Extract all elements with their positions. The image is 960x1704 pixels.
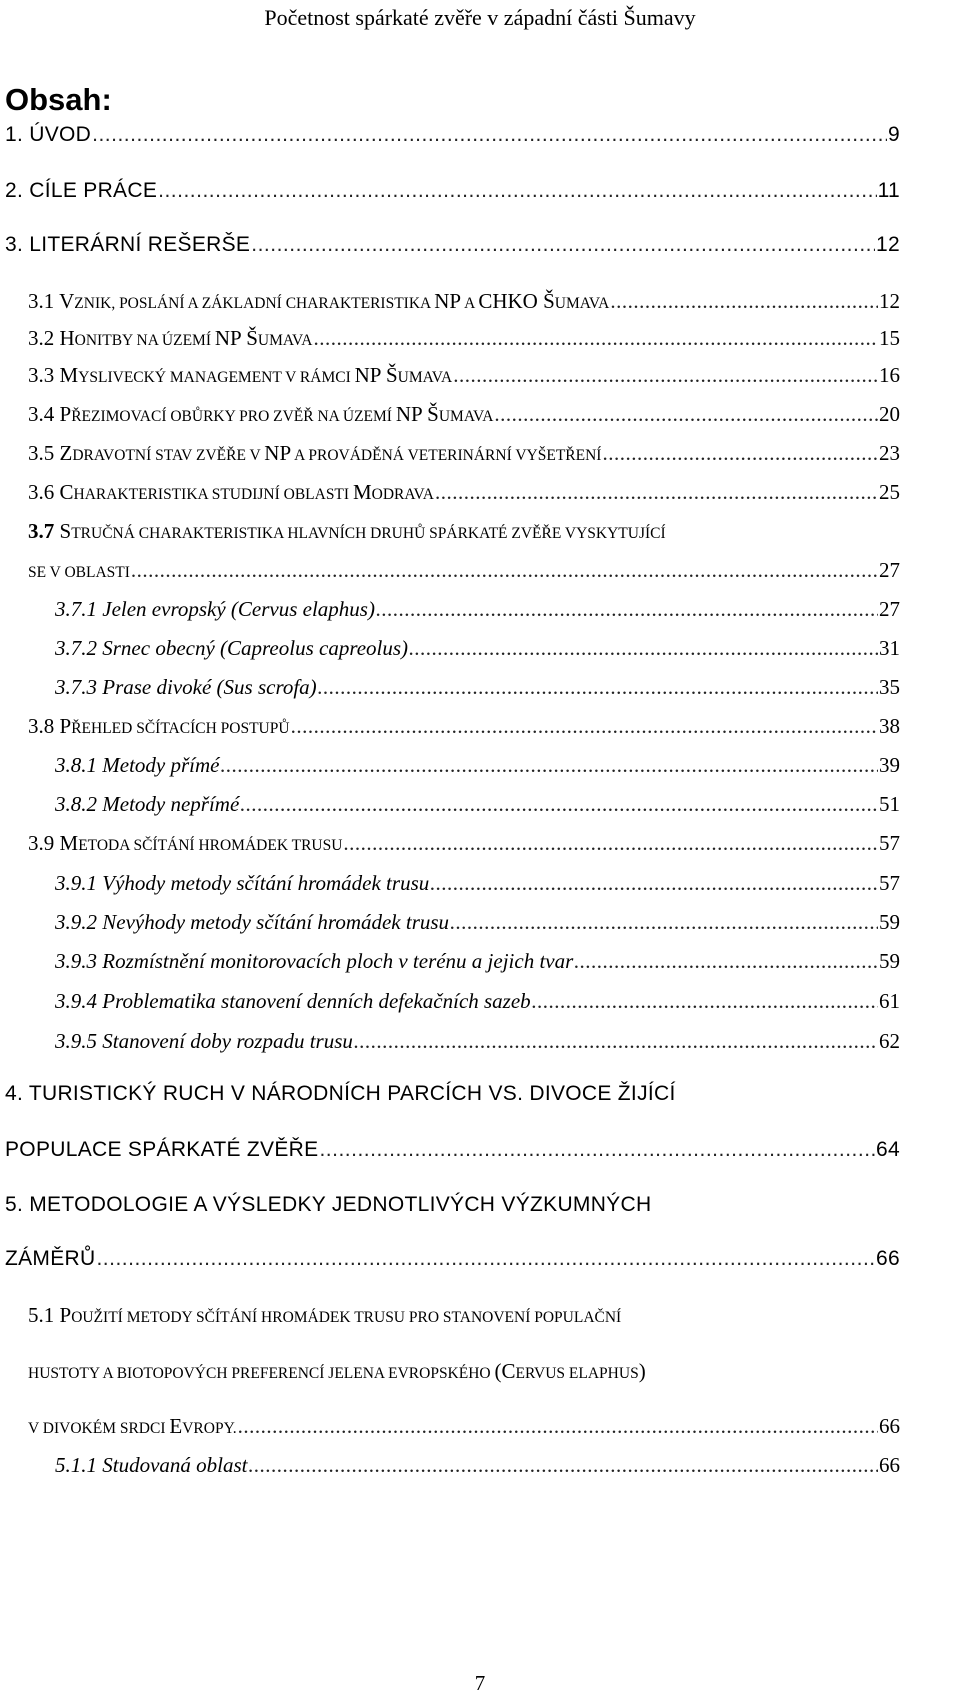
toc-dot-leader bbox=[354, 1029, 878, 1054]
toc-page-number: 31 bbox=[879, 636, 900, 660]
section-number: 3.1 bbox=[28, 289, 60, 313]
toc-entry-text bbox=[28, 289, 609, 314]
toc-page-number: 25 bbox=[879, 480, 900, 504]
toc-entry-text: 3.7.1 Jelen evropský (Cervus elaphus) bbox=[55, 597, 375, 621]
toc-entry-3-9-2[interactable] bbox=[55, 910, 900, 940]
text-part: ŘEHLED SČÍTACÍCH POSTUPŮ bbox=[71, 720, 290, 737]
text-part: UMAVA bbox=[438, 408, 494, 425]
text-part: DRAVOTNÍ STAV ZVĚŘE V bbox=[72, 447, 265, 464]
toc-entry-text bbox=[28, 714, 290, 739]
toc-dot-leader bbox=[450, 910, 878, 935]
toc-entry-text: 3.9.4 Problematika stanovení denních defekačních sazeb bbox=[55, 989, 531, 1013]
toc-dot-leader bbox=[343, 831, 878, 856]
toc-entry-text: 3.8.2 Metody nepřímé bbox=[55, 792, 240, 816]
toc-entry-3-7-3[interactable] bbox=[55, 675, 900, 705]
toc-entry-5-1-1[interactable] bbox=[55, 1453, 900, 1483]
toc-dot-leader bbox=[220, 753, 878, 778]
text-part: C bbox=[59, 480, 74, 504]
toc-entry-text: SE V OBLASTI bbox=[28, 564, 130, 581]
page-number: 7 bbox=[474, 1671, 486, 1695]
toc-page-number: 57 bbox=[879, 871, 900, 895]
text-part: M bbox=[352, 480, 372, 504]
toc-entry-text: 2. CÍLE PRÁCE bbox=[5, 179, 158, 202]
toc-dot-leader bbox=[313, 326, 878, 351]
toc-entry-3-7[interactable] bbox=[28, 558, 900, 588]
toc-entry-3-7-line1[interactable] bbox=[28, 519, 666, 544]
toc-entry-text bbox=[28, 831, 342, 856]
toc-entry-3-5[interactable] bbox=[28, 441, 900, 471]
toc-page-number: 27 bbox=[879, 558, 900, 582]
section-number: 3.2 bbox=[28, 326, 60, 350]
text-part: YSLIVECKÝ MANAGEMENT V RÁMCI bbox=[78, 369, 355, 386]
text-part: TRUČNÁ CHARAKTERISTIKA HLAVNÍCH DRUHŮ SPÁRKATÉ ZVĚŘE VYSKYTUJÍCÍ bbox=[71, 525, 666, 542]
toc-dot-leader bbox=[376, 597, 878, 622]
text-part: NP Š bbox=[214, 326, 258, 350]
toc-entry-3-3[interactable] bbox=[28, 363, 900, 393]
toc-entry-1[interactable] bbox=[5, 123, 900, 153]
toc-entry-3-7-1[interactable] bbox=[55, 597, 900, 627]
toc-entry-3-9-5[interactable] bbox=[55, 1029, 900, 1059]
toc-entry-2[interactable] bbox=[5, 179, 900, 209]
toc-entry-text: 3.7.2 Srnec obecný (Capreolus capreolus) bbox=[55, 636, 409, 660]
toc-page-number: 59 bbox=[879, 949, 900, 973]
toc-entry-text: 3.9.3 Rozmístnění monitorovacích ploch v terénu a jejich tvar bbox=[55, 949, 574, 973]
section-number: 3.6 bbox=[28, 480, 60, 504]
toc-entry-5-line1[interactable]: 5. METODOLOGIE A VÝSLEDKY JEDNOTLIVÝCH VÝZKUMNÝCH bbox=[5, 1193, 652, 1216]
toc-page-number: 20 bbox=[879, 402, 900, 426]
text-part: ERVUS ELAPHUS bbox=[515, 1365, 639, 1382]
toc-entry-text bbox=[28, 402, 493, 427]
toc-dot-leader bbox=[610, 289, 878, 314]
toc-entry-text bbox=[28, 1414, 237, 1439]
toc-dot-leader bbox=[574, 949, 878, 974]
section-number: 3.9 bbox=[28, 831, 60, 855]
toc-dot-leader bbox=[602, 441, 878, 466]
text-part: NP bbox=[434, 289, 462, 313]
toc-entry-5-1[interactable] bbox=[28, 1414, 900, 1444]
toc-dot-leader bbox=[251, 233, 875, 257]
text-part: (C bbox=[494, 1359, 516, 1383]
section-number: 3.5 bbox=[28, 441, 60, 465]
text-part: M bbox=[59, 363, 79, 387]
toc-page-number: 16 bbox=[879, 363, 900, 387]
toc-entry-3-9-4[interactable] bbox=[55, 989, 900, 1019]
toc-dot-leader bbox=[318, 675, 878, 700]
text-part: P bbox=[59, 714, 72, 738]
toc-page-number: 64 bbox=[876, 1138, 900, 1161]
text-part: A bbox=[461, 295, 479, 312]
toc-entry-3-1[interactable] bbox=[28, 289, 900, 319]
toc-entry-text: 3.9.5 Stanovení doby rozpadu trusu bbox=[55, 1029, 353, 1053]
toc-dot-leader bbox=[240, 792, 878, 817]
toc-page-number: 39 bbox=[879, 753, 900, 777]
section-number: 3.3 bbox=[28, 363, 60, 387]
text-part: P bbox=[59, 402, 72, 426]
toc-dot-leader bbox=[238, 1414, 878, 1439]
toc-entry-3-9[interactable] bbox=[28, 831, 900, 861]
toc-dot-leader bbox=[158, 179, 876, 203]
text-part: NP Š bbox=[354, 363, 398, 387]
toc-page-number: 66 bbox=[876, 1247, 900, 1270]
text-part: OUŽITÍ METODY SČÍTÁNÍ HROMÁDEK TRUSU PRO STANOVENÍ POPULAČNÍ bbox=[71, 1309, 622, 1326]
text-part: HUSTOTY A BIOTOPOVÝCH PREFERENCÍ JELENA EVROPSKÉHO bbox=[28, 1365, 495, 1382]
toc-entry-3-8[interactable] bbox=[28, 714, 900, 744]
toc-page-number: 66 bbox=[879, 1414, 900, 1438]
text-part: S bbox=[59, 519, 72, 543]
text-part: H bbox=[59, 326, 75, 350]
toc-entry-3[interactable] bbox=[5, 233, 900, 263]
toc-entry-4-line1[interactable]: 4. TURISTICKÝ RUCH V NÁRODNÍCH PARCÍCH VS. DIVOCE ŽIJÍCÍ bbox=[5, 1082, 676, 1105]
toc-page-number: 51 bbox=[879, 792, 900, 816]
toc-dot-leader bbox=[92, 123, 887, 147]
text-part: M bbox=[59, 831, 79, 855]
toc-entry-text: 5.1.1 Studovaná oblast bbox=[55, 1453, 248, 1477]
text-part: Z bbox=[59, 441, 73, 465]
section-number: 3.8 bbox=[28, 714, 60, 738]
text-part: V bbox=[59, 289, 75, 313]
toc-dot-leader bbox=[96, 1247, 875, 1271]
toc-entry-5-1-line2[interactable] bbox=[28, 1359, 646, 1384]
toc-entry-text: 3. LITERÁRNÍ REŠERŠE bbox=[5, 233, 251, 256]
toc-entry-3-6[interactable] bbox=[28, 480, 900, 510]
text-part: UMAVA bbox=[554, 295, 610, 312]
text-part: ) bbox=[638, 1359, 646, 1383]
toc-page-number: 66 bbox=[879, 1453, 900, 1477]
toc-entry-3-8-1[interactable] bbox=[55, 753, 900, 783]
toc-page-number: 35 bbox=[879, 675, 900, 699]
toc-page-number: 15 bbox=[879, 326, 900, 350]
toc-entry-text: ZÁMĚRŮ bbox=[5, 1247, 96, 1270]
text-part: ETODA SČÍTÁNÍ HROMÁDEK TRUSU bbox=[78, 837, 343, 854]
toc-entry-text: 3.9.1 Výhody metody sčítání hromádek trusu bbox=[55, 871, 430, 895]
section-number: 5.1 bbox=[28, 1303, 60, 1327]
toc-page-number: 11 bbox=[877, 179, 900, 202]
text-part: ZNIK, POSLÁNÍ A ZÁKLADNÍ CHARAKTERISTIKA bbox=[74, 295, 435, 312]
toc-entry-3-9-1[interactable] bbox=[55, 871, 900, 901]
text-part: P bbox=[59, 1303, 72, 1327]
toc-page-number: 9 bbox=[888, 123, 900, 146]
toc-page-number: 61 bbox=[879, 989, 900, 1013]
toc-page-number: 23 bbox=[879, 441, 900, 465]
toc-page-number: 57 bbox=[879, 831, 900, 855]
toc-entry-text: 1. ÚVOD bbox=[5, 123, 92, 146]
toc-entry-3-8-2[interactable] bbox=[55, 792, 900, 822]
toc-title: Obsah: bbox=[5, 82, 112, 117]
toc-entry-text bbox=[28, 326, 312, 351]
text-part: ODRAVA bbox=[371, 486, 434, 503]
toc-page-number: 12 bbox=[879, 289, 900, 313]
toc-dot-leader bbox=[453, 363, 878, 388]
toc-page-number: 27 bbox=[879, 597, 900, 621]
toc-dot-leader bbox=[430, 871, 878, 896]
running-header: Početnost spárkaté zvěře v západní části Šumavy bbox=[264, 5, 696, 30]
toc-page-number: 12 bbox=[876, 233, 900, 256]
text-part: NP bbox=[264, 441, 292, 465]
toc-entry-3-4[interactable] bbox=[28, 402, 900, 432]
toc-page-number: 38 bbox=[879, 714, 900, 738]
text-part: HARAKTERISTIKA STUDIJNÍ OBLASTI bbox=[73, 486, 353, 503]
text-part: VROPY. bbox=[182, 1420, 237, 1437]
toc-dot-leader bbox=[249, 1453, 879, 1478]
toc-entry-3-9-3[interactable] bbox=[55, 949, 900, 979]
toc-dot-leader bbox=[131, 558, 878, 583]
toc-entry-4[interactable] bbox=[5, 1138, 900, 1168]
toc-dot-leader bbox=[494, 402, 878, 427]
toc-dot-leader bbox=[319, 1138, 875, 1162]
toc-entry-text: 3.8.1 Metody přímé bbox=[55, 753, 220, 777]
toc-entry-text: POPULACE SPÁRKATÉ ZVĚŘE bbox=[5, 1138, 319, 1161]
toc-entry-5[interactable] bbox=[5, 1247, 900, 1277]
text-part: ONITBY NA ÚZEMÍ bbox=[74, 332, 215, 349]
text-part: CHKO Š bbox=[478, 289, 555, 313]
toc-page-number: 59 bbox=[879, 910, 900, 934]
toc-dot-leader bbox=[532, 989, 878, 1014]
text-part: E bbox=[169, 1414, 183, 1438]
toc-dot-leader bbox=[435, 480, 878, 505]
toc-entry-5-1-line1[interactable] bbox=[28, 1303, 621, 1328]
toc-page-number: 62 bbox=[879, 1029, 900, 1053]
toc-entry-3-2[interactable] bbox=[28, 326, 900, 356]
section-number: 3.7 bbox=[28, 519, 60, 543]
toc-dot-leader bbox=[409, 636, 878, 661]
text-part: ŘEZIMOVACÍ OBŮRKY PRO ZVĚŘ NA ÚZEMÍ bbox=[71, 408, 396, 425]
toc-entry-text bbox=[28, 480, 434, 505]
toc-dot-leader bbox=[291, 714, 878, 739]
text-part: A PROVÁDĚNÁ VETERINÁRNÍ VYŠETŘENÍ bbox=[291, 447, 602, 464]
toc-entry-text: 3.9.2 Nevýhody metody sčítání hromádek trusu bbox=[55, 910, 450, 934]
toc-entry-text bbox=[28, 441, 601, 466]
text-part: NP Š bbox=[395, 402, 439, 426]
text-part: UMAVA bbox=[397, 369, 453, 386]
toc-entry-text: 3.7.3 Prase divoké (Sus scrofa) bbox=[55, 675, 317, 699]
section-number: 3.4 bbox=[28, 402, 60, 426]
text-part: UMAVA bbox=[257, 332, 313, 349]
toc-entry-3-7-2[interactable] bbox=[55, 636, 900, 666]
toc-entry-text bbox=[28, 363, 452, 388]
text-part: V DIVOKÉM SRDCI bbox=[28, 1420, 170, 1437]
